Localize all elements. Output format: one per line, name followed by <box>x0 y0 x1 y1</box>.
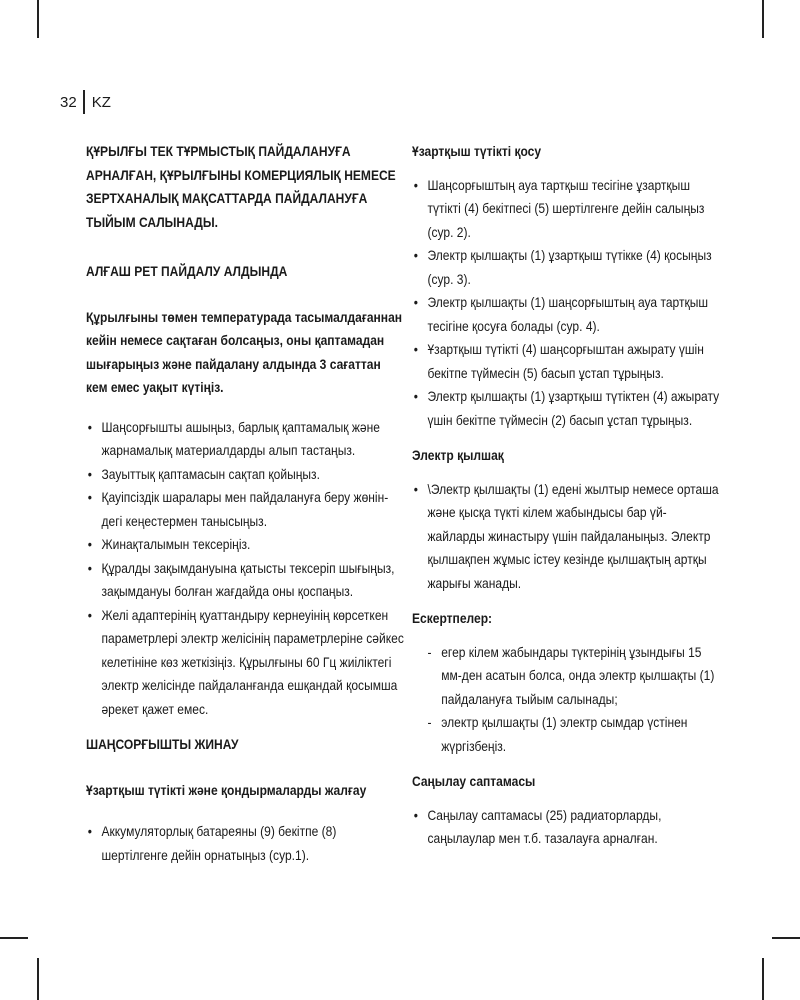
crop-mark <box>37 958 39 1000</box>
preparation-list <box>86 416 404 722</box>
list-item: - егер кілем жабындары түктерінің ұзындығы 15 мм-ден асатын болса, онда электр қылшақты (1) пайдалануға тыйым салынады; <box>426 641 724 712</box>
page-header <box>60 90 111 114</box>
list-item: • Құралды зақымдануына қатысты тексеріп шығыңыз, зақымдануы болған жағдайда оны қоспаңыз. <box>86 557 404 604</box>
language-code: KZ <box>91 93 111 111</box>
list-item: • Желі адаптерінің қуаттандыру кернеуінің көрсеткен параметрлері электр желісінің параметрлеріне сәйкес келетініне көз жеткізіңіз. Құрылғыны 60 Гц жиіліктегі электр желісінде пайдаланғанда ешқандай қосымша әрекет қажет емес. <box>86 604 404 722</box>
crop-mark <box>772 937 800 939</box>
list-item: • Саңылау саптамасы (25) радиаторларды, саңылаулар мен т.б. тазалауға арналған. <box>412 804 723 851</box>
usage-warning: ҚҰРЫЛҒЫ ТЕК ТҰРМЫСТЫҚ ПАЙДАЛАНУҒА АРНАЛҒАН, ҚҰРЫЛҒЫНЫ КОМЕРЦИЯЛЫҚ НЕМЕСЕ ЗЕРТХАНАЛЫҚ МАҚСАТТАРДА ПАЙДАЛАНУҒА ТЫЙЫМ САЛЫНАДЫ. <box>86 143 396 230</box>
crevice-list <box>412 804 723 851</box>
tube-heading: Ұзартқыш түтікті қосу <box>412 143 542 159</box>
list-item: • Ұзартқыш түтікті (4) шаңсорғыштан ажырату үшін бекітпе түймесін (5) басып ұстап тұрыңыз. <box>412 338 723 385</box>
list-item: • \Электр қылшақты (1) едені жылтыр немесе орташа және қысқа түкті кілем жабындысы бар үй-жайларды жинастыру үшін пайдаланыңыз. Электр қылшақпен жұмыс істеу кезінде қылшақтың артқы жарығы жанады. <box>412 478 723 596</box>
list-item: • Электр қылшақты (1) ұзартқыш түтіктен (4) ажырату үшін бекітпе түймесін (2) басып ұстап тұрыңыз. <box>412 385 723 432</box>
right-column <box>412 140 723 863</box>
crevice-heading: Саңылау саптамасы <box>412 773 536 789</box>
assembly-heading: ШАҢСОРҒЫШТЫ ЖИНАУ <box>86 736 239 752</box>
crop-mark <box>37 0 39 38</box>
assembly-subheading: Ұзартқыш түтікті және қондырмаларды жалғау <box>86 781 367 798</box>
notes-list <box>426 641 724 759</box>
assembly-list <box>86 820 404 867</box>
left-column <box>86 140 404 879</box>
list-item: • Шаңсорғышты ашыңыз, барлық қаптамалық және жарнамалық материалдарды алып тастаңыз. <box>86 416 404 463</box>
list-item: • Жинақталымын тексеріңіз. <box>86 533 404 557</box>
list-item: • Зауыттық қаптамасын сақтап қойыңыз. <box>86 463 404 487</box>
tube-list <box>412 174 723 433</box>
list-item: • Электр қылшақты (1) шаңсорғыштың ауа тартқыш тесігіне қосуға болады (сур. 4). <box>412 291 723 338</box>
page-number: 32 <box>60 93 77 111</box>
list-item: - электр қылшақты (1) электр сымдар үстінен жүргізбеңіз. <box>426 711 724 758</box>
crop-mark <box>0 937 28 939</box>
notes-heading: Ескертпелер: <box>412 610 493 626</box>
list-item: • Қауіпсіздік шаралары мен пайдалануға беру жөнін-дегі кеңестермен танысыңыз. <box>86 486 404 533</box>
transport-note: Құрылғыны төмен температурада тасымалдағаннан кейін немесе сақтаған болсаңыз, оны қаптамадан шығарыңыз және пайдалану алдында 3 сағаттан кем емес уақыт күтіңіз. <box>86 308 403 395</box>
brush-list <box>412 478 723 596</box>
list-item: • Электр қылшақты (1) ұзартқыш түтікке (4) қосыңыз (сур. 3). <box>412 244 723 291</box>
list-item: • Аккумуляторлық батареяны (9) бекітпе (8) шертілгенге дейін орнатыңыз (сур.1). <box>86 820 404 867</box>
list-item: • Шаңсорғыштың ауа тартқыш тесігіне ұзартқыш түтікті (4) бекітпесі (5) шертілгенге дейін салыңыз (сур. 2). <box>412 174 723 245</box>
before-first-use-heading: АЛҒАШ РЕТ ПАЙДАЛУ АЛДЫНДА <box>86 263 288 279</box>
brush-heading: Электр қылшақ <box>412 447 504 463</box>
crop-mark <box>762 0 764 38</box>
crop-mark <box>762 958 764 1000</box>
header-divider <box>83 90 85 114</box>
